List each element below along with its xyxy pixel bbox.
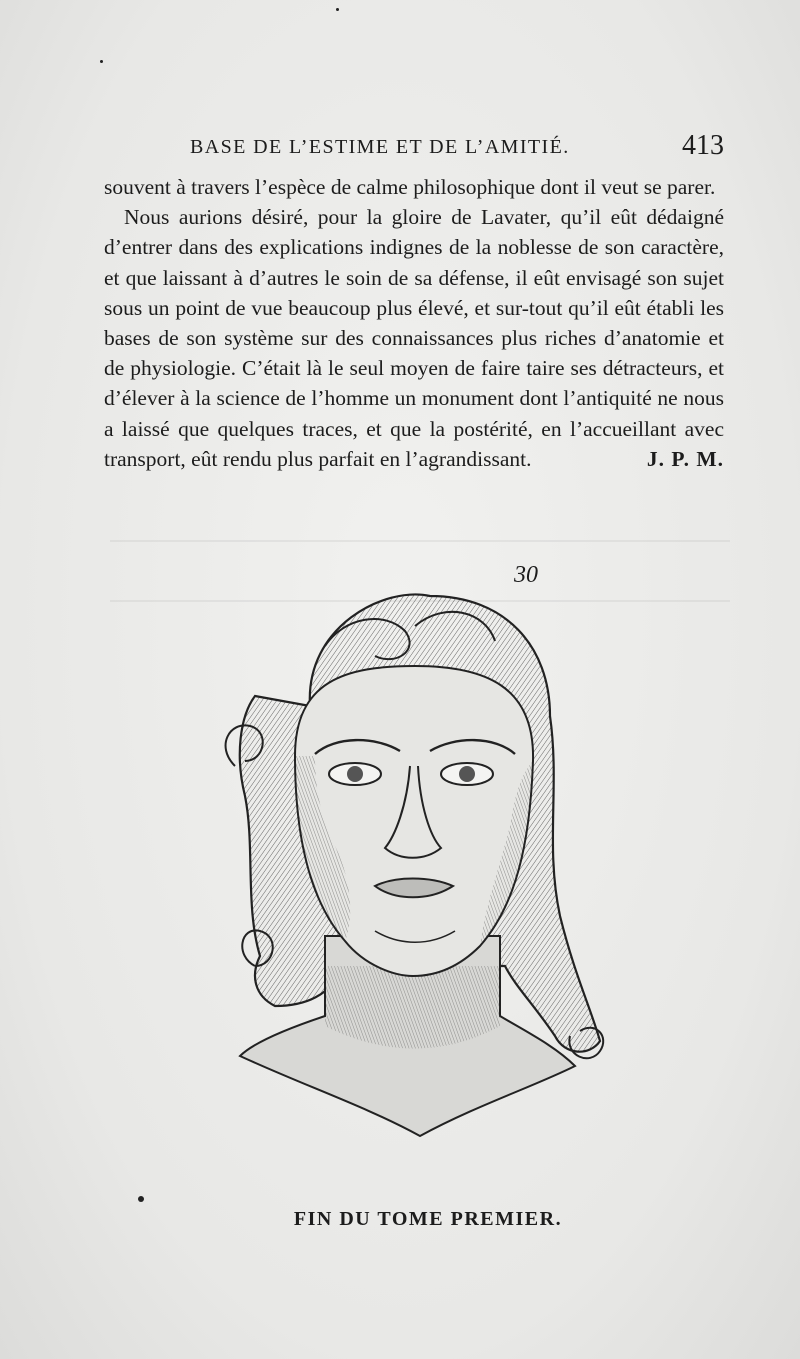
engraved-portrait bbox=[215, 586, 625, 1146]
paragraph-1: souvent à travers l’espèce de calme philosophique dont il veut se parer. bbox=[104, 175, 716, 199]
paragraph-2-text: Nous aurions désiré, pour la gloire de Lavater, qu’il eût dédaigné d’entrer dans des explications indignes de la noblesse de son caractère, et que laissant à d’autres le soin de sa défense, il eût envisagé son sujet sous un point de vue beaucoup plus élevé, et sur-tout qu’il eût établi les bases de son système sur des connaissances plus riches d’anatomie et de physiologie. C’était là le seul moyen de faire taire ses détracteurs, et d’élever à la science de l’homme un monument dont l’antiquité ne nous a laissé que quelques traces, et que la postérité, en l’accueillant avec transport, eût rendu plus parfait en l’agrandissant. bbox=[104, 205, 724, 471]
plate-number: 30 bbox=[514, 562, 538, 588]
paragraph-2 bbox=[104, 202, 724, 474]
running-title: BASE DE L’ESTIME ET DE L’AMITIÉ. bbox=[190, 136, 570, 158]
end-of-volume-text: FIN DU TOME PREMIER. bbox=[293, 1208, 563, 1230]
page-number: 413 bbox=[682, 130, 724, 161]
author-signature: J. P. M. bbox=[646, 446, 724, 471]
page-header bbox=[100, 128, 730, 164]
body-text bbox=[104, 172, 724, 474]
bleed-through-line bbox=[110, 540, 730, 542]
